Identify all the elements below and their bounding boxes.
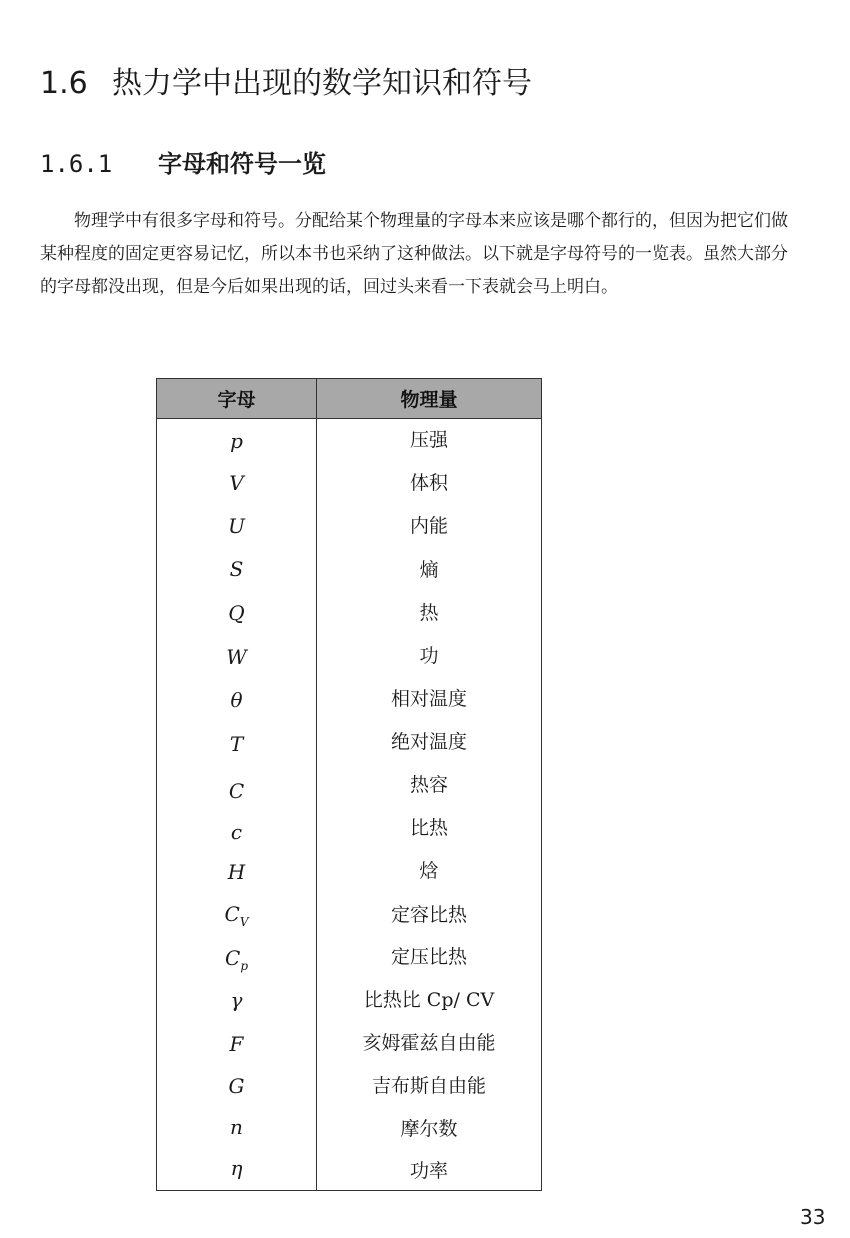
table-letter-cell: S (229, 557, 244, 581)
subsection-title (40, 144, 326, 179)
table-quantity-cell: 体积 (409, 472, 448, 494)
table-quantity-cell: 比热比 Cp/ CV (363, 989, 495, 1011)
table-quantity-cell: 内能 (409, 515, 448, 537)
subsection-number: 1.6.1 (40, 150, 113, 178)
table-quantity-cell: 比热 (409, 817, 448, 839)
table-quantity-cell: 吉布斯自由能 (371, 1075, 486, 1097)
table-header (157, 379, 541, 419)
table-letter-cell: p (230, 429, 243, 453)
letters-column (157, 419, 317, 1190)
table-letter-cell: W (226, 645, 247, 669)
subsection-title-text: 字母和符号一览 (158, 150, 326, 178)
table-quantity-cell: 熵 (419, 559, 439, 581)
quantities-column (317, 419, 541, 1190)
table-quantity-cell: 热 (419, 602, 439, 624)
section-title-text: 热力学中出现的数学知识和符号 (112, 66, 532, 101)
table-letter-cell: V (229, 471, 244, 495)
table-quantity-cell: 功 (419, 645, 439, 667)
table-letter-cell: c (230, 820, 243, 844)
table-quantity-cell: 功率 (409, 1160, 448, 1182)
table-quantity-cell: 亥姆霍兹自由能 (362, 1032, 496, 1054)
table-letter-cell: F (229, 1032, 244, 1056)
header-quantity: 物理量 (400, 389, 458, 411)
table-quantity-cell: 相对温度 (390, 688, 467, 710)
table-letter-cell: γ (230, 988, 243, 1012)
table-body (157, 419, 541, 1190)
table-quantity-cell: 定压比热 (390, 946, 467, 968)
table-quantity-cell: 摩尔数 (400, 1118, 458, 1140)
table-quantity-cell: 压强 (409, 429, 448, 451)
table-letter-cell: T (229, 732, 244, 756)
table-letter-cell: n (230, 1115, 243, 1139)
symbol-table (156, 378, 542, 1191)
table-quantity-cell: 热容 (409, 774, 448, 796)
table-letter-cell: $C_p$ (225, 946, 248, 973)
table-letter-cell: Q (228, 601, 245, 625)
table-letter-cell: $C_V$ (224, 902, 249, 929)
table-letter-cell: H (227, 860, 246, 884)
section-number: 1.6 (40, 66, 88, 101)
table-quantity-cell: 焓 (419, 860, 439, 882)
table-quantity-cell: 绝对温度 (390, 731, 467, 753)
section-title (40, 58, 532, 102)
table-letter-cell: η (230, 1156, 243, 1180)
table-letter-cell: U (228, 514, 245, 538)
table-letter-cell: G (228, 1074, 245, 1098)
intro-paragraph: 物理学中有很多字母和符号。分配给某个物理量的字母本来应该是哪个都行的，但因为把它们做某种程度的固定更容易记忆，所以本书也采纳了这种做法。以下就是字母符号的一览表。虽然大部分的字母都没出现，但是今后如果出现的话，回过头来看一下表就会马上明白。 (40, 211, 788, 297)
table-quantity-cell: 定容比热 (390, 904, 467, 926)
table-letter-cell: C (228, 779, 245, 803)
page-number: 33 (800, 1205, 826, 1229)
table-letter-cell: θ (230, 688, 243, 712)
header-letter: 字母 (157, 379, 317, 418)
